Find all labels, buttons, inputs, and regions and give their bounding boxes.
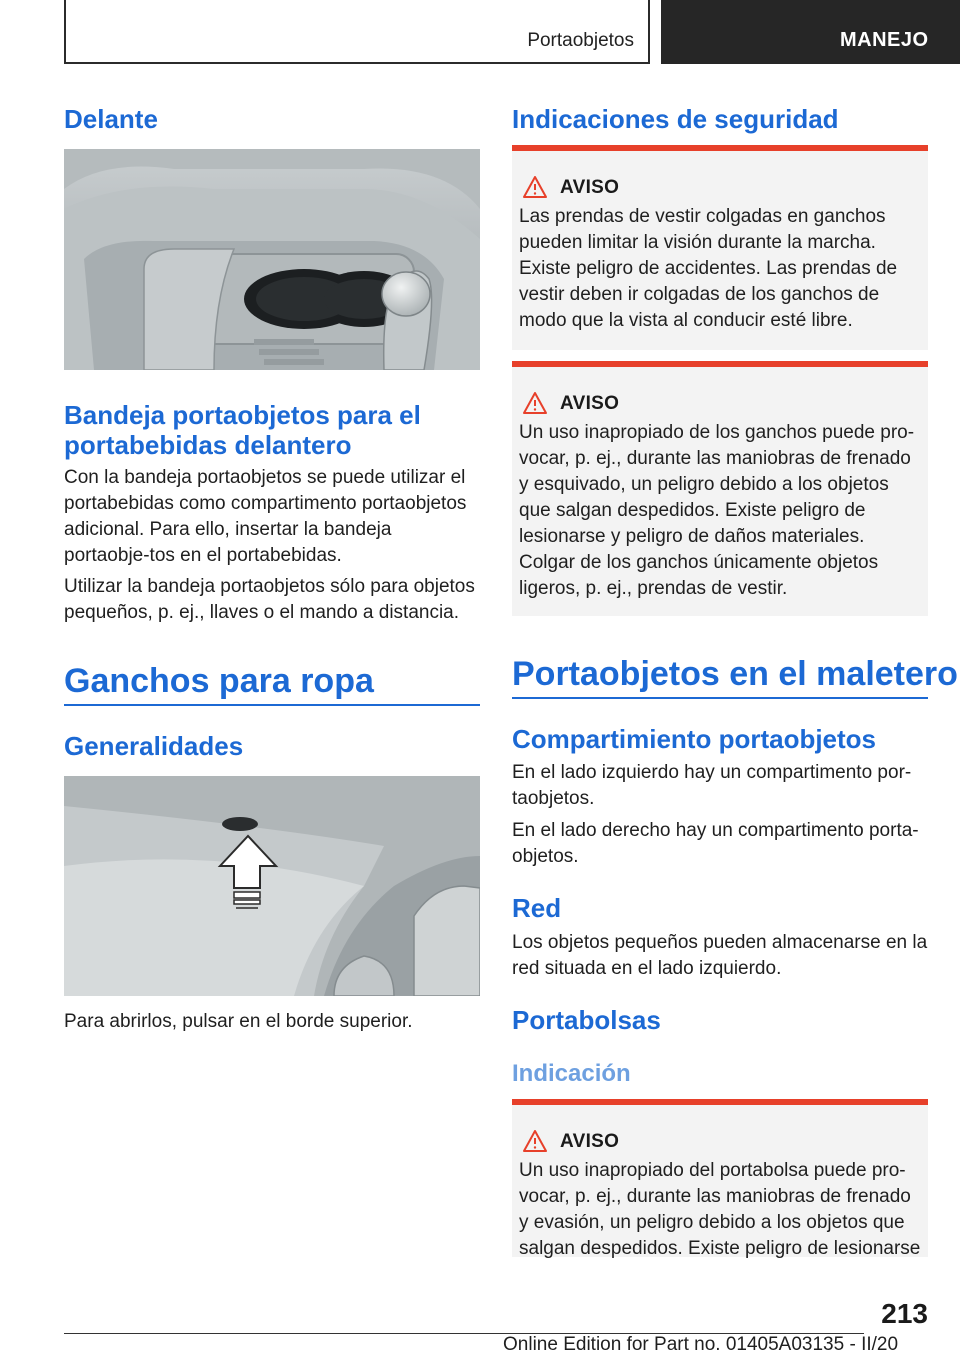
warning-triangle-icon bbox=[522, 1129, 548, 1153]
heading-red: Red bbox=[512, 893, 562, 923]
section-rule bbox=[512, 697, 928, 699]
warning-text: Un uso inapropiado del portabolsa puede pro-vocar, p. ej., durante las maniobras de frenado y evasión, un peligro debido a los objetos que salgan despedidos. Existe peligro de lesionarse bbox=[519, 1160, 921, 1259]
section-rule bbox=[64, 704, 480, 706]
paragraph-bandeja-1: Con la bandeja portaobjetos se puede utilizar el portabebidas como compartimento portaobjetos adicional. Para ello, insertar la bandeja portaobje-tos en el portabebidas. bbox=[64, 467, 467, 566]
heading-generalidades: Generalidades bbox=[64, 731, 244, 761]
hook-illustration bbox=[64, 776, 480, 996]
heading-indicaciones: Indicaciones de seguridad bbox=[512, 104, 839, 134]
warning-triangle-icon bbox=[522, 175, 548, 199]
paragraph-compartimiento-1: En el lado izquierdo hay un compartimento por-taobjetos. bbox=[512, 762, 912, 809]
warning-box-3 bbox=[512, 1099, 928, 1257]
heading-maletero: Portaobjetos en el maletero bbox=[512, 655, 958, 693]
warning-box-1 bbox=[512, 145, 928, 350]
heading-delante: Delante bbox=[64, 104, 158, 134]
heading-indicacion: Indicación bbox=[512, 1060, 631, 1087]
warning-title: AVISO bbox=[560, 1131, 620, 1152]
paragraph-ganchos: Para abrirlos, pulsar en el borde superior. bbox=[64, 1011, 413, 1032]
header-chapter-label: MANEJO bbox=[840, 29, 929, 51]
warning-triangle-icon bbox=[522, 391, 548, 415]
heading-bandeja: Bandeja portaobjetos para el portabebidas delantero bbox=[64, 400, 421, 460]
page-number: 213 bbox=[881, 1298, 928, 1329]
heading-compartimiento: Compartimiento portaobjetos bbox=[512, 724, 877, 754]
warning-title: AVISO bbox=[560, 177, 620, 198]
warning-box-2 bbox=[512, 361, 928, 616]
footer-edition: Online Edition for Part no. 01405A03135 - II/20 bbox=[503, 1334, 899, 1355]
paragraph-compartimiento-2: En el lado derecho hay un compartimento porta-objetos. bbox=[512, 820, 919, 867]
header-section-title: Portaobjetos bbox=[527, 30, 634, 51]
warning-title: AVISO bbox=[560, 393, 620, 414]
paragraph-bandeja-2: Utilizar la bandeja portaobjetos sólo para objetos pequeños, p. ej., llaves o el mando a distancia. bbox=[64, 576, 475, 623]
header-chapter-tab bbox=[661, 0, 960, 64]
cupholder-illustration bbox=[64, 149, 480, 370]
warning-text: Un uso inapropiado de los ganchos puede pro-vocar, p. ej., durante las maniobras de frenado y esquivado, un peligro debido a los objetos que salgan despedidos. Existe peligro de lesionarse y peligro de daños materiales. Colgar de los ganchos únicamente objetos ligeros, p. ej., prendas de vestir. bbox=[519, 422, 915, 599]
header-section-box bbox=[64, 0, 650, 64]
warning-text: Las prendas de vestir colgadas en ganchos pueden limitar la visión durante la marcha. Existe peligro de accidentes. Las prendas de vestir deben ir colgadas de los ganchos de modo que la vista al conducir esté libre. bbox=[519, 206, 898, 331]
heading-ganchos: Ganchos para ropa bbox=[64, 662, 374, 700]
heading-portabolsas: Portabolsas bbox=[512, 1005, 661, 1035]
paragraph-red: Los objetos pequeños pueden almacenarse en la red situada en el lado izquierdo. bbox=[512, 932, 928, 979]
